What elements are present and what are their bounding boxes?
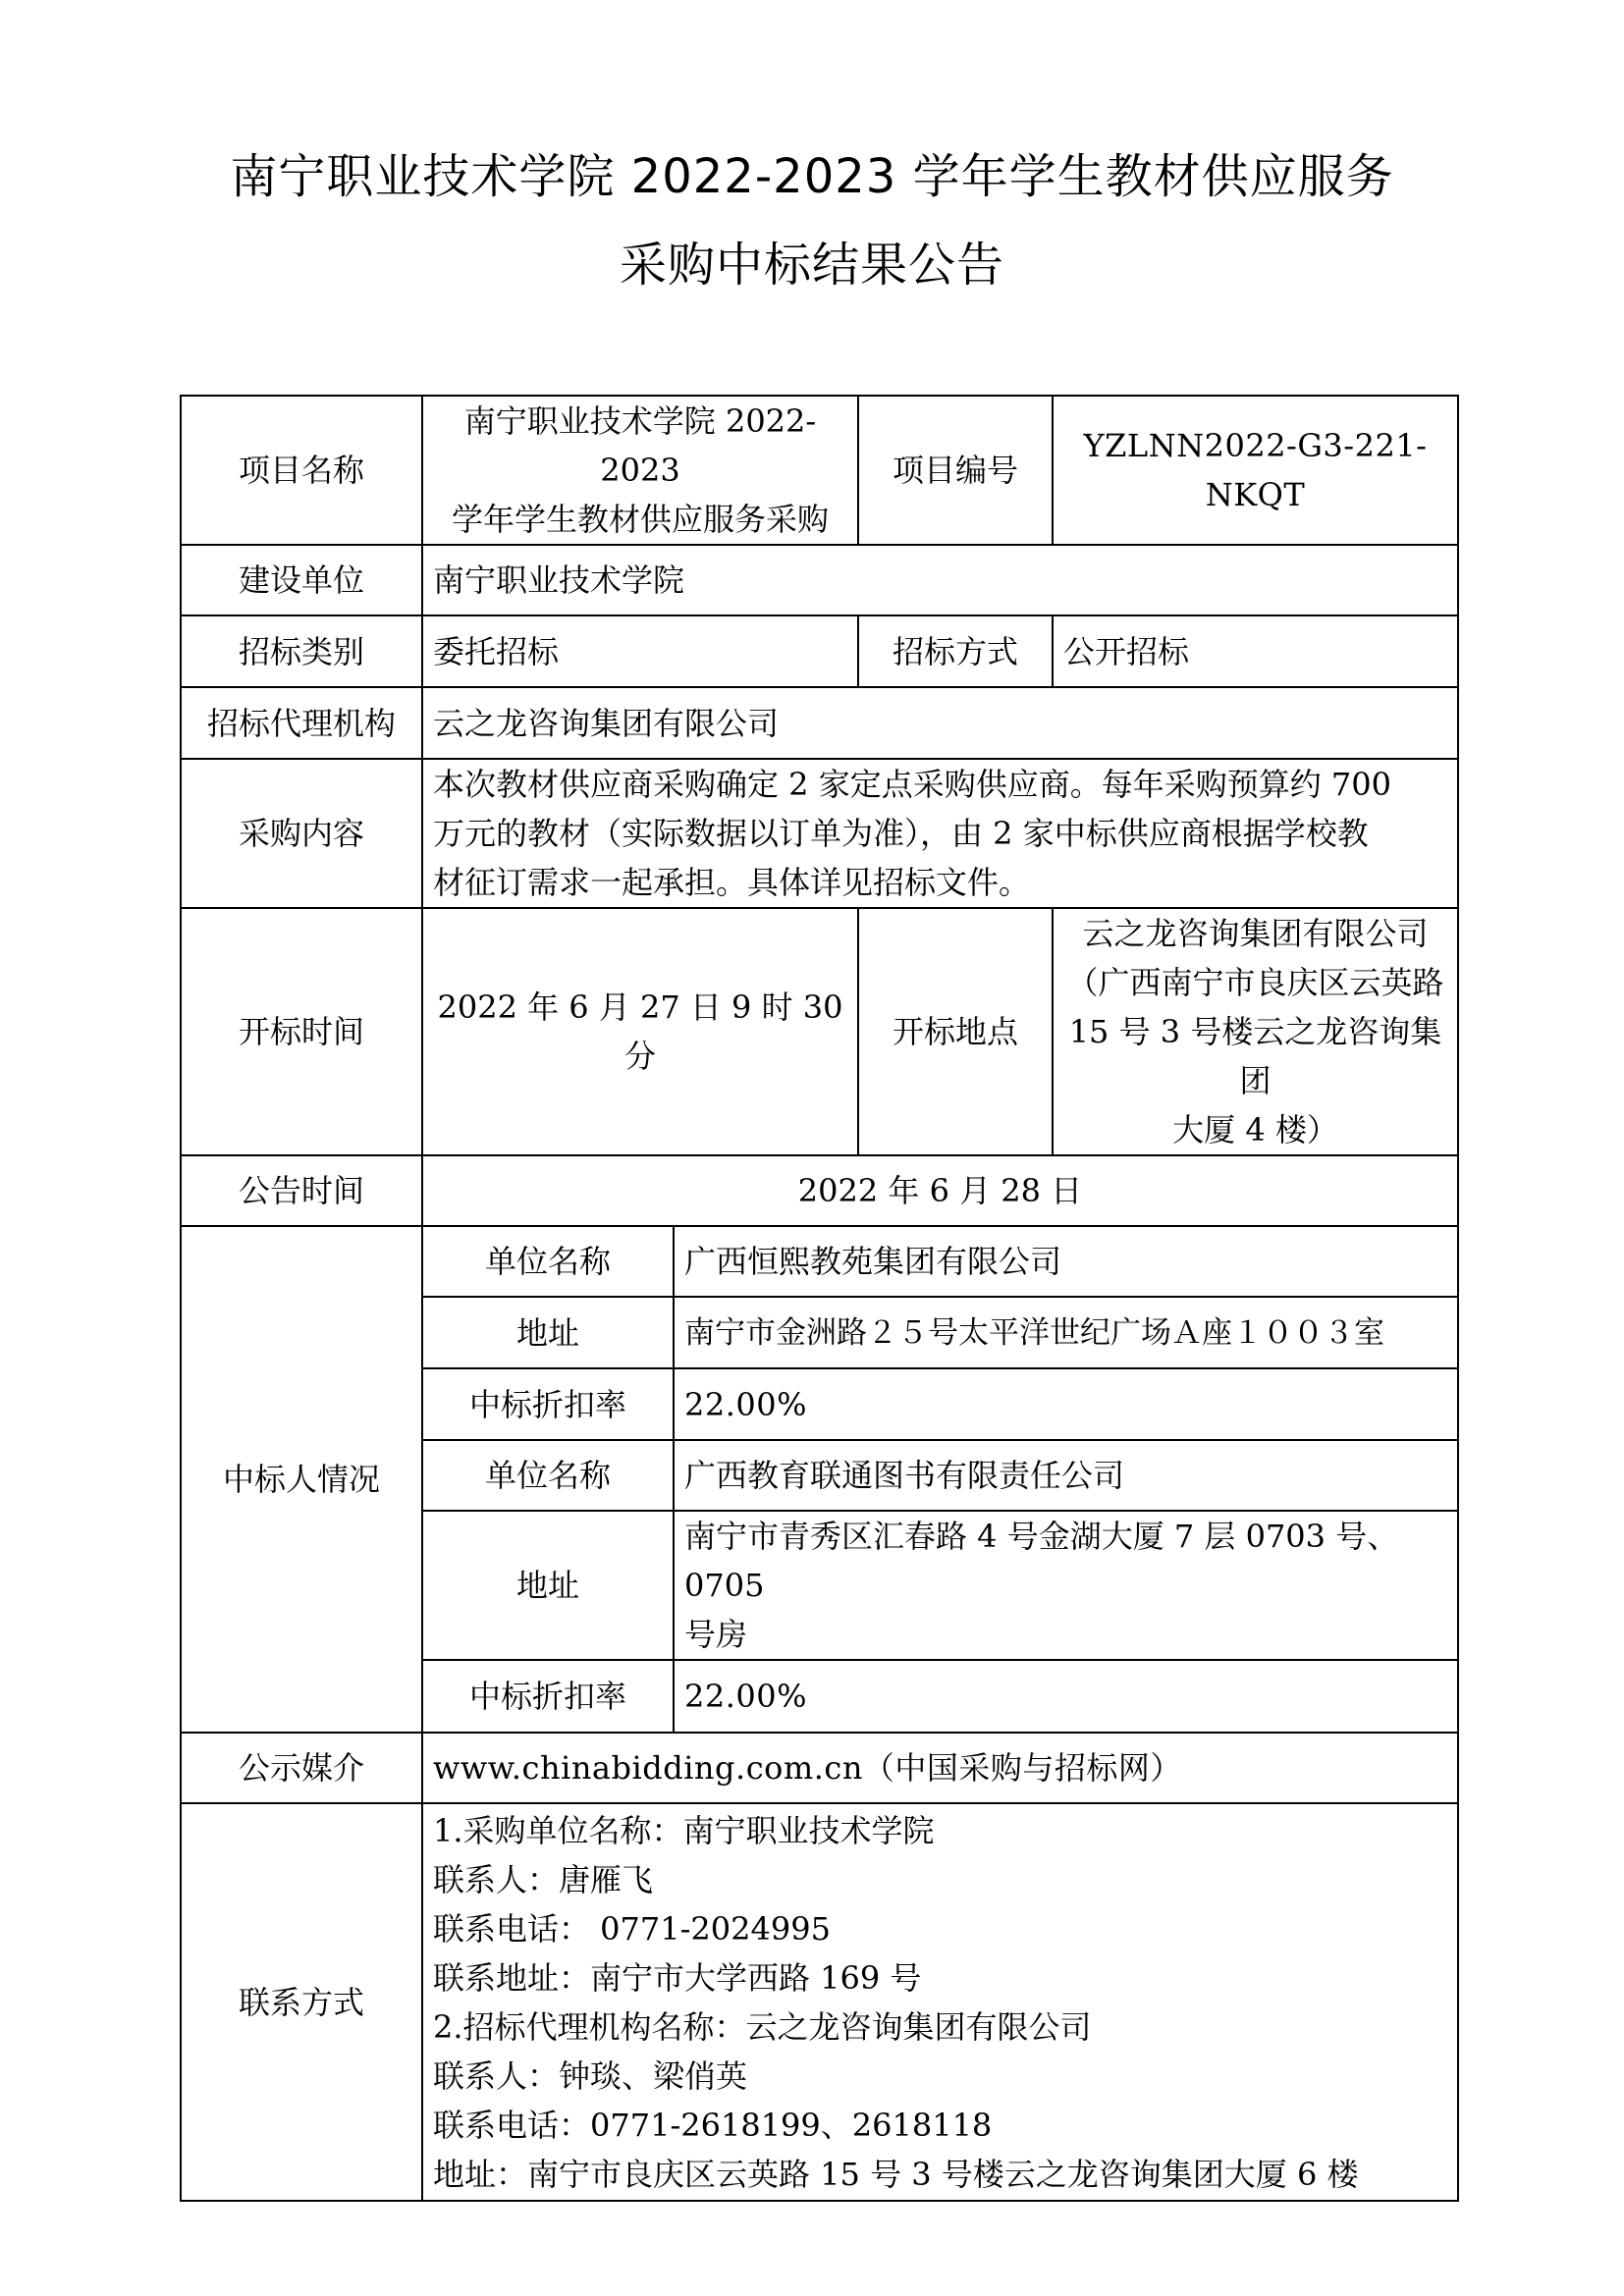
winner-name-value: 广西教育联通图书有限责任公司	[674, 1440, 1458, 1511]
bid-category-label: 招标类别	[181, 615, 422, 687]
opening-place-label: 开标地点	[858, 908, 1053, 1155]
opening-place-line: 云之龙咨询集团有限公司	[1082, 915, 1429, 952]
winner-rate-label: 中标折扣率	[422, 1660, 674, 1733]
contact-line: 联系地址：南宁市大学西路 169 号	[433, 1958, 922, 1997]
contact-line: 1.采购单位名称：南宁职业技术学院	[433, 1811, 935, 1849]
row-builder	[181, 545, 1458, 615]
media-value: www.chinabidding.com.cn（中国采购与招标网）	[422, 1733, 1458, 1803]
winner-addr-line: 号房	[684, 1616, 748, 1653]
opening-place-line: 大厦 4 楼）	[1172, 1111, 1338, 1148]
winner1-name-row	[181, 1226, 1458, 1297]
builder-label: 建设单位	[181, 545, 422, 615]
winner-addr-value: 南宁市金洲路２５号太平洋世纪广场Ａ座１００３室	[674, 1297, 1458, 1368]
project-name-label: 项目名称	[181, 396, 422, 545]
winner-name-label: 单位名称	[422, 1226, 674, 1297]
project-name-line2: 学年学生教材供应服务采购	[451, 501, 829, 538]
contact-line: 联系电话：0771-2618199、2618118	[433, 2106, 993, 2144]
contact-line: 地址：南宁市良庆区云英路 15 号 3 号楼云之龙咨询集团大厦 6 楼	[433, 2155, 1359, 2193]
project-name-line1: 南宁职业技术学院 2022-2023	[463, 402, 817, 489]
bid-category-value: 委托招标	[422, 615, 858, 687]
winner-addr-label: 地址	[422, 1297, 674, 1368]
contact-line: 联系电话： 0771-2024995	[433, 1909, 831, 1948]
row-opening	[181, 908, 1458, 1155]
contact-line: 2.招标代理机构名称：云之龙咨询集团有限公司	[433, 2007, 1092, 2046]
winner-addr-value	[674, 1511, 1458, 1660]
project-name-value	[422, 396, 858, 545]
bid-result-table	[180, 395, 1459, 2202]
contact-line: 联系人：唐雁飞	[433, 1860, 654, 1898]
winner-addr-line: 南宁市青秀区汇春路 4 号金湖大厦 7 层 0703 号、0705	[684, 1518, 1399, 1604]
winner-addr-label: 地址	[422, 1511, 674, 1660]
content-line: 材征订需求一起承担。具体详见招标文件。	[433, 864, 1031, 901]
contact-value	[422, 1803, 1458, 2201]
content-line: 万元的教材（实际数据以订单为准），由 2 家中标供应商根据学校教	[433, 815, 1369, 852]
row-contact	[181, 1803, 1458, 2201]
winners-label: 中标人情况	[181, 1226, 422, 1733]
winner-name-label: 单位名称	[422, 1440, 674, 1511]
winner-rate-value: 22.00%	[674, 1660, 1458, 1733]
row-category	[181, 615, 1458, 687]
content-line: 本次教材供应商采购确定 2 家定点采购供应商。每年采购预算约 700	[433, 766, 1391, 803]
notice-time-value: 2022 年 6 月 28 日	[422, 1155, 1458, 1226]
contact-label: 联系方式	[181, 1803, 422, 2201]
agency-label: 招标代理机构	[181, 687, 422, 759]
notice-time-label: 公告时间	[181, 1155, 422, 1226]
opening-time-value: 2022 年 6 月 27 日 9 时 30 分	[422, 908, 858, 1155]
opening-time-label: 开标时间	[181, 908, 422, 1155]
bid-method-value: 公开招标	[1053, 615, 1458, 687]
project-number-value: YZLNN2022-G3-221-NKQT	[1053, 396, 1458, 545]
media-label: 公示媒介	[181, 1733, 422, 1803]
winner-name-value: 广西恒熙教苑集团有限公司	[674, 1226, 1458, 1297]
project-number-label: 项目编号	[858, 396, 1053, 545]
agency-value: 云之龙咨询集团有限公司	[422, 687, 1458, 759]
document-title-line1: 南宁职业技术学院 2022-2023 学年学生教材供应服务	[230, 149, 1394, 204]
contact-line: 联系人：钟琰、梁俏英	[433, 2056, 748, 2095]
opening-place-line: （广西南宁市良庆区云英路	[1066, 964, 1444, 1001]
winner-rate-value: 22.00%	[674, 1368, 1458, 1440]
row-notice	[181, 1155, 1458, 1226]
content-label: 采购内容	[181, 759, 422, 908]
bid-method-label: 招标方式	[858, 615, 1053, 687]
document-title-line2: 采购中标结果公告	[619, 238, 1004, 293]
opening-place-value	[1053, 908, 1458, 1155]
content-value	[422, 759, 1458, 908]
builder-value: 南宁职业技术学院	[422, 545, 1458, 615]
row-media	[181, 1733, 1458, 1803]
row-agency	[181, 687, 1458, 759]
winner-rate-label: 中标折扣率	[422, 1368, 674, 1440]
row-content	[181, 759, 1458, 908]
opening-place-line: 15 号 3 号楼云之龙咨询集团	[1068, 1013, 1442, 1099]
row-project	[181, 396, 1458, 545]
